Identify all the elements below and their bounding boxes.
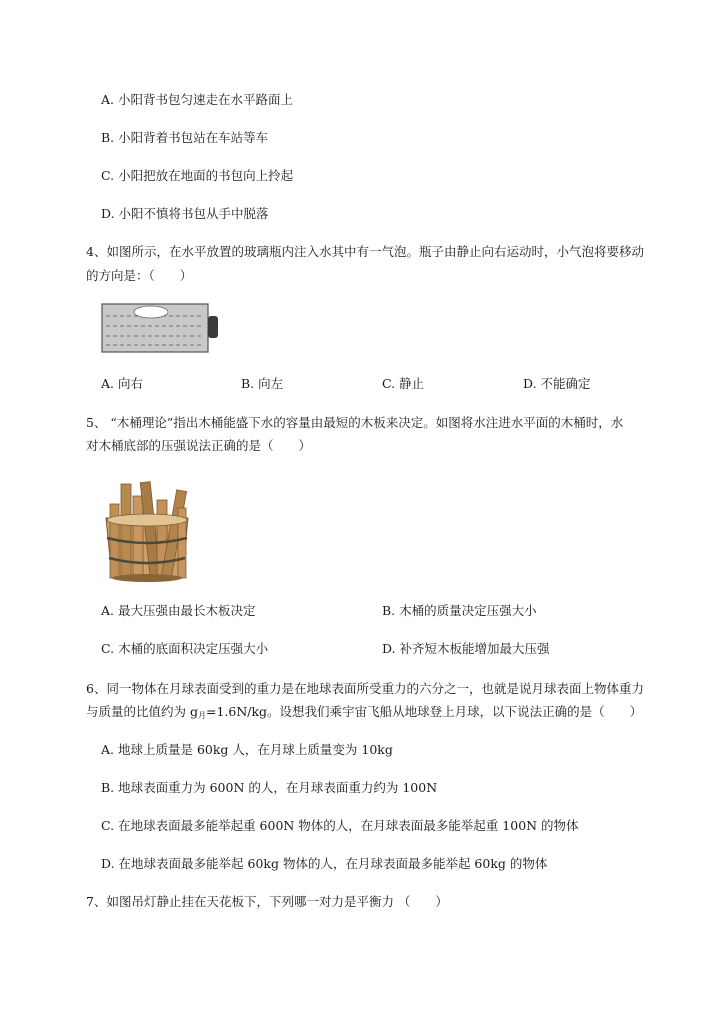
q4-option-c: C. 静止 <box>382 376 425 391</box>
q3-option-d: D. 小阳不慎将书包从手中脱落 <box>101 206 269 221</box>
q7-stem: 7、如图吊灯静止挂在天花板下，下列哪一对力是平衡力 （ ） <box>86 894 448 909</box>
q4-stem-line2: 的方向是：（ ） <box>86 268 193 283</box>
q6-option-b: B. 地球表面重力为 600N 的人，在月球表面重力约为 100N <box>101 780 438 795</box>
q6-stem-line2: 与质量的比值约为 $g_月=1.6N/kg$。设想我们乘宇宙飞船从地球登上月球，以下说法正确的是（ ） <box>86 704 643 720</box>
q5-stem-line2: 对木桶底部的压强说法正确的是（ ） <box>86 438 312 453</box>
q5-option-d: D. 补齐短木板能增加最大压强 <box>382 641 550 656</box>
q5-option-a: A. 最大压强由最长木板决定 <box>101 603 256 618</box>
q4-option-a: A. 向右 <box>101 376 143 391</box>
q6-option-c: C. 在地球表面最多能举起重 600N 物体的人，在月球表面最多能举起重 100N 的物体 <box>101 818 579 833</box>
q3-option-c: C. 小阳把放在地面的书包向上拎起 <box>101 168 294 183</box>
q6-option-d: D. 在地球表面最多能举起 60kg 物体的人，在月球表面最多能举起 60kg 的物体 <box>101 856 548 871</box>
q5-option-b: B. 木桶的质量决定压强大小 <box>382 603 537 618</box>
q5-stem-line1: 5、 “木桶理论”指出木桶能盛下水的容量由最短的木板来决定。如图将水注进水平面的木桶时，水 <box>86 415 624 430</box>
air-bubble <box>134 306 168 318</box>
q3-option-a: A. 小阳背书包匀速走在水平路面上 <box>101 92 293 107</box>
wooden-bucket-figure <box>100 478 194 584</box>
q4-option-b: B. 向左 <box>241 376 284 391</box>
bottle-cap <box>208 316 218 338</box>
q6-option-a: A. 地球上质量是 60kg 人，在月球上质量变为 10kg <box>101 742 393 757</box>
q4-option-d: D. 不能确定 <box>523 376 591 391</box>
q5-option-c: C. 木桶的底面积决定压强大小 <box>101 641 269 656</box>
q4-stem-line1: 4、如图所示，在水平放置的玻璃瓶内注入水其中有一气泡。瓶子由静止向右运动时，小气泡将要移动 <box>86 244 644 259</box>
q6-stem-line1: 6、同一物体在月球表面受到的重力是在地球表面所受重力的六分之一，也就是说月球表面上物体重力 <box>86 681 644 696</box>
q3-option-b: B. 小阳背着书包站在车站等车 <box>101 130 269 145</box>
glass-bottle-figure <box>100 302 222 354</box>
